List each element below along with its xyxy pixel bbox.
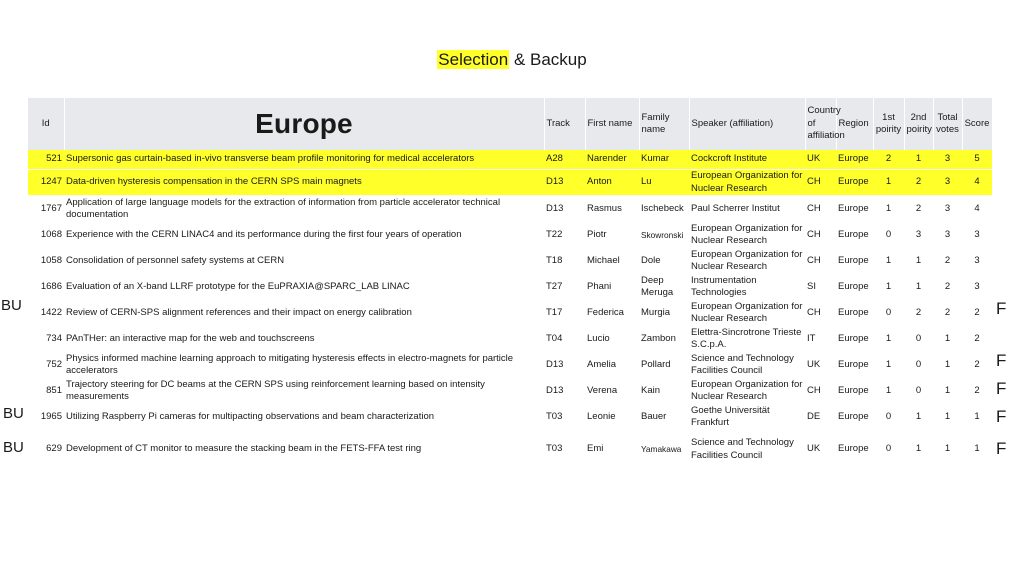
cell-id: 734 bbox=[46, 332, 62, 344]
cell-first-name: Michael bbox=[587, 254, 620, 266]
cell-second-priority: 0 bbox=[915, 384, 922, 396]
cell-title: Consolidation of personnel safety systems at CERN bbox=[66, 254, 285, 266]
cell-score: 4 bbox=[974, 202, 980, 214]
cell-second-priority: 1 bbox=[915, 280, 922, 292]
cell-country: IT bbox=[807, 332, 816, 344]
table-row bbox=[28, 222, 992, 248]
cell-score: 2 bbox=[974, 358, 980, 370]
cell-track: D13 bbox=[546, 202, 564, 214]
cell-country: CH bbox=[807, 384, 821, 396]
cell-region: Europe bbox=[838, 384, 869, 396]
cell-second-priority: 2 bbox=[915, 306, 922, 318]
cell-track: T18 bbox=[546, 254, 563, 266]
col-header-score: Score bbox=[962, 98, 992, 150]
col-header-first-priority: 1st poirity bbox=[873, 98, 904, 150]
flag-mark: F bbox=[996, 439, 1007, 458]
page-title bbox=[0, 50, 1024, 70]
cell-total-votes: 3 bbox=[944, 202, 951, 214]
cell-id: 1686 bbox=[40, 280, 62, 292]
cell-id: 752 bbox=[46, 358, 62, 370]
cell-region: Europe bbox=[838, 280, 869, 292]
cell-speaker: European Organization for Nuclear Research bbox=[689, 170, 805, 196]
cell-title: Development of CT monitor to measure the stacking beam in the FETS-FFA test ring bbox=[66, 443, 422, 455]
cell-track: T27 bbox=[546, 280, 563, 292]
selection-table bbox=[28, 98, 993, 469]
cell-region: Europe bbox=[838, 358, 869, 370]
cell-country: CH bbox=[807, 306, 821, 318]
cell-speaker: Paul Scherrer Institut bbox=[691, 202, 780, 214]
cell-first-priority: 1 bbox=[885, 358, 892, 370]
cell-id: 521 bbox=[28, 150, 64, 170]
col-header-id: Id bbox=[28, 98, 64, 150]
cell-score: 4 bbox=[962, 170, 992, 196]
cell-total-votes: 1 bbox=[944, 358, 951, 370]
table-row bbox=[28, 430, 992, 469]
cell-first-priority: 1 bbox=[885, 384, 892, 396]
col-header-family-name: Family name bbox=[639, 98, 689, 150]
title-rest: & Backup bbox=[509, 50, 587, 69]
flag-mark: F bbox=[996, 299, 1007, 318]
flag-mark: F bbox=[996, 407, 1007, 426]
table-row bbox=[28, 378, 992, 404]
cell-first-name: Narender bbox=[585, 150, 639, 170]
col-header-region-title: Europe bbox=[64, 98, 544, 150]
table-row bbox=[28, 196, 992, 223]
cell-family-name: Ischebeck bbox=[641, 202, 684, 214]
cell-first-priority: 1 bbox=[873, 170, 904, 196]
cell-second-priority: 2 bbox=[915, 202, 922, 214]
cell-score: 3 bbox=[974, 254, 980, 266]
table-row bbox=[28, 150, 992, 170]
col-header-speaker: Speaker (affiliation) bbox=[689, 98, 805, 150]
cell-region: Europe bbox=[838, 202, 869, 214]
col-header-track: Track bbox=[544, 98, 585, 150]
cell-track: T04 bbox=[546, 332, 563, 344]
cell-speaker: European Organization for Nuclear Research bbox=[691, 222, 803, 246]
cell-country: CH bbox=[807, 228, 821, 240]
cell-first-name: Federica bbox=[587, 306, 624, 318]
cell-title: Application of large language models for the extraction of information from particle accelerator technical documentation bbox=[66, 196, 501, 220]
cell-region: Europe bbox=[836, 150, 873, 170]
cell-second-priority: 2 bbox=[904, 170, 933, 196]
cell-first-priority: 1 bbox=[885, 202, 892, 214]
col-header-region: Region bbox=[836, 98, 873, 150]
cell-title: Evaluation of an X-band LLRF prototype for the EuPRAXIA@SPARC_LAB LINAC bbox=[66, 280, 410, 292]
table-body bbox=[28, 150, 992, 469]
table-row bbox=[28, 170, 992, 196]
cell-score: 3 bbox=[974, 228, 980, 240]
cell-second-priority: 1 bbox=[904, 150, 933, 170]
cell-track: D13 bbox=[546, 358, 564, 370]
cell-first-name: Verena bbox=[587, 384, 618, 396]
cell-speaker: European Organization for Nuclear Research bbox=[691, 300, 803, 324]
cell-total-votes: 2 bbox=[944, 306, 951, 318]
cell-family-name: Yamakawa bbox=[641, 444, 682, 455]
table-row bbox=[28, 404, 992, 430]
cell-track: T03 bbox=[546, 443, 563, 455]
cell-track: A28 bbox=[544, 150, 585, 170]
cell-total-votes: 3 bbox=[933, 170, 962, 196]
cell-total-votes: 1 bbox=[944, 410, 951, 422]
cell-score: 1 bbox=[974, 443, 980, 455]
cell-track: T03 bbox=[546, 410, 563, 422]
cell-region: Europe bbox=[838, 228, 869, 240]
cell-total-votes: 3 bbox=[944, 228, 951, 240]
cell-title: PAnTHer: an interactive map for the web and touchscreens bbox=[66, 332, 315, 344]
cell-total-votes: 2 bbox=[944, 280, 951, 292]
cell-first-priority: 1 bbox=[885, 332, 892, 344]
cell-country: SI bbox=[807, 280, 816, 292]
cell-id: 1767 bbox=[40, 202, 62, 214]
cell-speaker: Science and Technology Facilities Council bbox=[691, 437, 794, 461]
table-row bbox=[28, 326, 992, 352]
cell-first-priority: 2 bbox=[873, 150, 904, 170]
cell-family-name: Lu bbox=[639, 170, 689, 196]
cell-country: DE bbox=[807, 410, 821, 422]
cell-family-name: Skowronski bbox=[641, 229, 684, 240]
backup-mark: BU bbox=[3, 405, 24, 422]
cell-score: 5 bbox=[962, 150, 992, 170]
cell-second-priority: 3 bbox=[915, 228, 922, 240]
cell-speaker: Instrumentation Technologies bbox=[691, 274, 757, 298]
cell-total-votes: 1 bbox=[944, 332, 951, 344]
table-row bbox=[28, 352, 992, 378]
cell-first-name: Emi bbox=[587, 443, 604, 455]
title-highlight: Selection bbox=[438, 50, 509, 69]
cell-region: Europe bbox=[838, 443, 869, 455]
backup-mark: BU bbox=[3, 439, 24, 456]
cell-speaker: European Organization for Nuclear Research bbox=[691, 378, 803, 402]
cell-speaker: Goethe Universität Frankfurt bbox=[691, 404, 770, 428]
table-row bbox=[28, 274, 992, 300]
cell-family-name: Pollard bbox=[641, 358, 671, 370]
cell-track: T17 bbox=[546, 306, 563, 318]
cell-speaker: European Organization for Nuclear Research bbox=[691, 248, 803, 272]
cell-score: 3 bbox=[974, 280, 980, 292]
cell-second-priority: 1 bbox=[915, 254, 922, 266]
cell-country: CH bbox=[807, 202, 821, 214]
cell-speaker: Elettra-Sincrotrone Trieste S.C.p.A. bbox=[691, 326, 802, 350]
cell-first-name: Anton bbox=[585, 170, 639, 196]
cell-first-name: Lucio bbox=[587, 332, 610, 344]
cell-region: Europe bbox=[838, 254, 869, 266]
cell-first-priority: 0 bbox=[885, 306, 892, 318]
cell-second-priority: 1 bbox=[915, 410, 922, 422]
cell-title: Physics informed machine learning approach to mitigating hysteresis effects in electro-magnets for particle accelerators bbox=[66, 352, 514, 376]
cell-first-name: Piotr bbox=[587, 228, 607, 240]
cell-id: 851 bbox=[46, 384, 62, 396]
cell-second-priority: 0 bbox=[915, 332, 922, 344]
cell-track: D13 bbox=[546, 384, 564, 396]
cell-region: Europe bbox=[836, 170, 873, 196]
cell-family-name: Zambon bbox=[641, 332, 676, 344]
cell-region: Europe bbox=[838, 332, 869, 344]
cell-title: Trajectory steering for DC beams at the CERN SPS using reinforcement learning based on intensity measurements bbox=[66, 378, 485, 402]
cell-family-name: Kain bbox=[641, 384, 661, 396]
cell-title: Supersonic gas curtain-based in-vivo transverse beam profile monitoring for medical accelerators bbox=[64, 150, 544, 170]
cell-score: 2 bbox=[974, 332, 980, 344]
cell-id: 629 bbox=[46, 443, 62, 455]
cell-score: 2 bbox=[974, 306, 980, 318]
cell-track: T22 bbox=[546, 228, 563, 240]
cell-family-name: Kumar bbox=[639, 150, 689, 170]
col-header-total-votes: Total votes bbox=[933, 98, 962, 150]
cell-first-name: Amelia bbox=[587, 358, 617, 370]
cell-region: Europe bbox=[838, 410, 869, 422]
cell-country: CH bbox=[805, 170, 836, 196]
cell-first-name: Leonie bbox=[587, 410, 616, 422]
cell-second-priority: 0 bbox=[915, 358, 922, 370]
cell-first-name: Phani bbox=[587, 280, 612, 292]
cell-country: CH bbox=[807, 254, 821, 266]
cell-track: D13 bbox=[544, 170, 585, 196]
cell-first-priority: 0 bbox=[885, 228, 892, 240]
table-row bbox=[28, 248, 992, 274]
cell-score: 2 bbox=[974, 384, 980, 396]
cell-title: Data-driven hysteresis compensation in the CERN SPS main magnets bbox=[64, 170, 544, 196]
cell-first-priority: 1 bbox=[885, 254, 892, 266]
cell-id: 1422 bbox=[40, 306, 62, 318]
table-row bbox=[28, 300, 992, 326]
cell-country: UK bbox=[807, 358, 821, 370]
cell-id: 1247 bbox=[28, 170, 64, 196]
flag-mark: F bbox=[996, 379, 1007, 398]
cell-score: 1 bbox=[974, 410, 980, 422]
cell-first-priority: 1 bbox=[885, 280, 892, 292]
cell-second-priority: 1 bbox=[915, 443, 922, 455]
cell-country: UK bbox=[805, 150, 836, 170]
cell-family-name: Dole bbox=[641, 254, 661, 266]
cell-family-name: Deep Meruga bbox=[641, 274, 674, 298]
cell-title: Experience with the CERN LINAC4 and its performance during the first four years of operation bbox=[66, 228, 462, 240]
cell-title: Review of CERN-SPS alignment references and their impact on energy calibration bbox=[66, 306, 412, 318]
cell-id: 1058 bbox=[40, 254, 62, 266]
col-header-country: Country of affiliation bbox=[805, 98, 836, 150]
backup-mark: BU bbox=[1, 297, 22, 314]
cell-first-priority: 0 bbox=[885, 443, 892, 455]
cell-total-votes: 3 bbox=[933, 150, 962, 170]
cell-total-votes: 2 bbox=[944, 254, 951, 266]
cell-country: UK bbox=[807, 443, 821, 455]
cell-speaker: Science and Technology Facilities Council bbox=[691, 352, 794, 376]
cell-region: Europe bbox=[838, 306, 869, 318]
cell-total-votes: 1 bbox=[944, 443, 951, 455]
cell-id: 1965 bbox=[40, 410, 62, 422]
cell-total-votes: 1 bbox=[944, 384, 951, 396]
cell-speaker: Cockcroft Institute bbox=[689, 150, 805, 170]
cell-family-name: Bauer bbox=[641, 410, 667, 422]
col-header-second-priority: 2nd poirity bbox=[904, 98, 933, 150]
cell-first-priority: 0 bbox=[885, 410, 892, 422]
col-header-first-name: First name bbox=[585, 98, 639, 150]
cell-first-name: Rasmus bbox=[587, 202, 622, 214]
cell-title: Utilizing Raspberry Pi cameras for multipacting observations and beam characterization bbox=[66, 410, 435, 422]
cell-family-name: Murgia bbox=[641, 306, 671, 318]
cell-id: 1068 bbox=[40, 228, 62, 240]
table-header-row bbox=[28, 98, 992, 150]
flag-mark: F bbox=[996, 351, 1007, 370]
